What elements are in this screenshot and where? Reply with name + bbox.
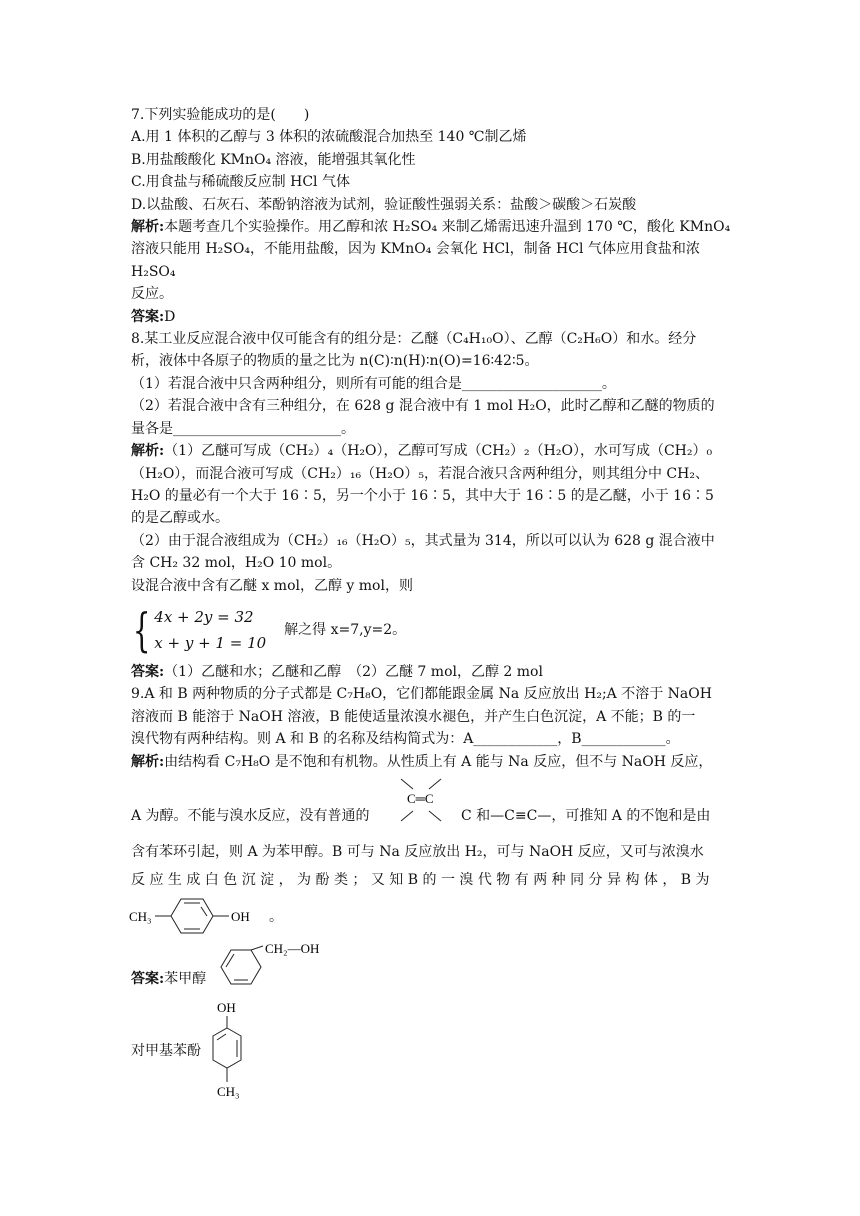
q8-analysis-line7: 设混合液中含有乙醚 x mol，乙醇 y mol，则	[131, 577, 413, 594]
q8-analysis: 解析:（1）乙醚可写成（CH₂）₄（H₂O），乙醇可写成（CH₂）₂（H₂O），水可写成（CH₂）₀	[131, 443, 713, 460]
ch2oh-label: CH₂—OH	[265, 940, 320, 956]
q9-stem-line2: 溶液而 B 能溶于 NaOH 溶液，B 能使适量浓溴水褪色，并产生白色沉淀，A 不能；B 的一	[131, 708, 696, 725]
q9-analysis-line5: CH₃ OH 。	[131, 894, 731, 938]
q9-stem: 9.A 和 B 两种物质的分子式都是 C₇H₈O，它们都能跟金属 Na 反应放出 H₂;A 不溶于 NaOH	[131, 686, 712, 703]
q7-analysis-line2: 溶液只能用 H₂SO₄，不能用盐酸，因为 KMnO₄ 会氧化 HCl，制备 HCl 气体应用食盐和浓 H₂SO₄	[131, 241, 700, 280]
q9-answer-b	[131, 1000, 731, 1112]
q7-option-a: A.用 1 体积的乙醇与 3 体积的浓硫酸混合加热至 140 ℃制乙烯	[131, 129, 527, 146]
analysis-label: 解析:	[131, 219, 165, 236]
oh-top-label: OH	[217, 999, 236, 1015]
answer-a-name: 苯甲醇	[164, 970, 207, 987]
q9-analysis: 解析:由结构看 C₇H₈O 是不饱和有机物。从性质上有 A 能与 Na 反应，但不与 NaOH 反应，	[131, 753, 713, 770]
equation-solution: 解之得 x=7,y=2。	[284, 621, 407, 638]
p-cresol-vertical-structure-icon	[205, 1000, 265, 1112]
ch3-label: CH₃	[129, 908, 152, 924]
alkene-label: C═C	[407, 790, 434, 806]
brace-symbol: {	[132, 602, 151, 657]
p-cresol-structure-icon	[129, 894, 289, 938]
q8-analysis-line5: （2）由于混合液组成为（CH₂）₁₆（H₂O）₅，其式量为 314，所以可以认为 628 g 混合液中	[131, 532, 715, 549]
q8-analysis-line6: 含 CH₂ 32 mol，H₂O 10 mol。	[131, 555, 342, 572]
q9-analysis-line4: 反 应 生 成 白 色 沉 淀 ， 为 酚 类 ； 又 知 B 的 一 溴 代 物 有 两 种 同 分 异 构 体 ， B 为	[131, 872, 710, 889]
q9-answer	[131, 940, 731, 996]
answer-label: 答案:	[131, 308, 165, 325]
q8-stem: 8.某工业反应混合液中仅可能含有的组分是：乙醚（C₄H₁₀O）、乙醇（C₂H₆O）和水。经分	[131, 331, 697, 348]
q8-stem-line2: 析，液体中各原子的物质的量之比为 n(C)∶n(H)∶n(O)=16∶42∶5。	[131, 353, 539, 370]
oh-label: OH	[231, 908, 250, 924]
equations	[154, 604, 266, 656]
document-page	[131, 104, 731, 1112]
q8-sub1: （1）若混合液中只含两种组分，则所有可能的组合是____________________。	[131, 375, 616, 392]
q9-analysis-line3: 含有苯环引起，则 A 为苯甲醇。B 可与 Na 反应放出 H₂，可与 NaOH 反应，又可与浓溴水	[131, 843, 704, 860]
q7-option-b: B.用盐酸酸化 KMnO₄ 溶液，能增强其氧化性	[131, 151, 416, 168]
q7-analysis-line3: 反应。	[131, 286, 173, 303]
q8-sub2-line2: 量各是________________________。	[131, 420, 355, 437]
answer-label: 答案:	[131, 663, 165, 680]
q8-answer: 答案:（1）乙醚和水；乙醚和乙醇 （2）乙醚 7 mol，乙醇 2 mol	[131, 663, 543, 680]
analysis-label: 解析:	[131, 443, 165, 460]
q8-analysis-line4: 的是乙醇或水。	[131, 510, 229, 527]
equation-system	[131, 599, 731, 661]
q8-analysis-line2: （H₂O），而混合液可写成（CH₂）₁₆（H₂O）₅，若混合液只含两种组分，则其组分中 CH₂、	[131, 465, 709, 482]
ch3-bottom-label: CH₃	[217, 1083, 240, 1099]
equation-1: 4x + 2y = 32	[154, 607, 254, 626]
q9-stem-line3: 溴代物有两种结构。则 A 和 B 的名称及结构简式为：A____________，B____________。	[131, 731, 680, 748]
answer-b-name: 对甲基苯酚	[131, 1042, 201, 1059]
q8-sub2: （2）若混合液中含有三种组分，在 628 g 混合液中有 1 mol H₂O，此时乙醇和乙醚的物质的	[131, 398, 715, 415]
q7-option-c: C.用食盐与稀硫酸反应制 HCl 气体	[131, 174, 350, 191]
q7-stem: 7.下列实验能成功的是( )	[131, 107, 310, 123]
benzyl-alcohol-structure-icon	[219, 940, 359, 996]
q7-answer: 答案:D	[131, 308, 176, 325]
alkene-structure-icon	[391, 773, 451, 833]
q7-analysis: 解析:本题考查几个实验操作。用乙醇和浓 H₂SO₄ 来制乙烯需迅速升温到 170 ℃，酸化 KMnO₄	[131, 219, 731, 236]
q9-analysis-line2: A 为醇。不能与溴水反应，没有普通的 C═C C 和—C≡C—，可推知 A 的不饱和是由	[131, 773, 731, 835]
q8-analysis-line3: H₂O 的量必有一个大于 16∶5，另一个小于 16∶5，其中大于 16∶5 的是乙醚，小于 16∶5	[131, 487, 714, 504]
answer-label: 答案:	[131, 970, 165, 987]
q7-option-d: D.以盐酸、石灰石、苯酚钠溶液为试剂，验证酸性强弱关系：盐酸＞碳酸＞石炭酸	[131, 196, 637, 213]
analysis-label: 解析:	[131, 753, 165, 770]
equation-2: x + y + 1 = 10	[154, 633, 267, 652]
